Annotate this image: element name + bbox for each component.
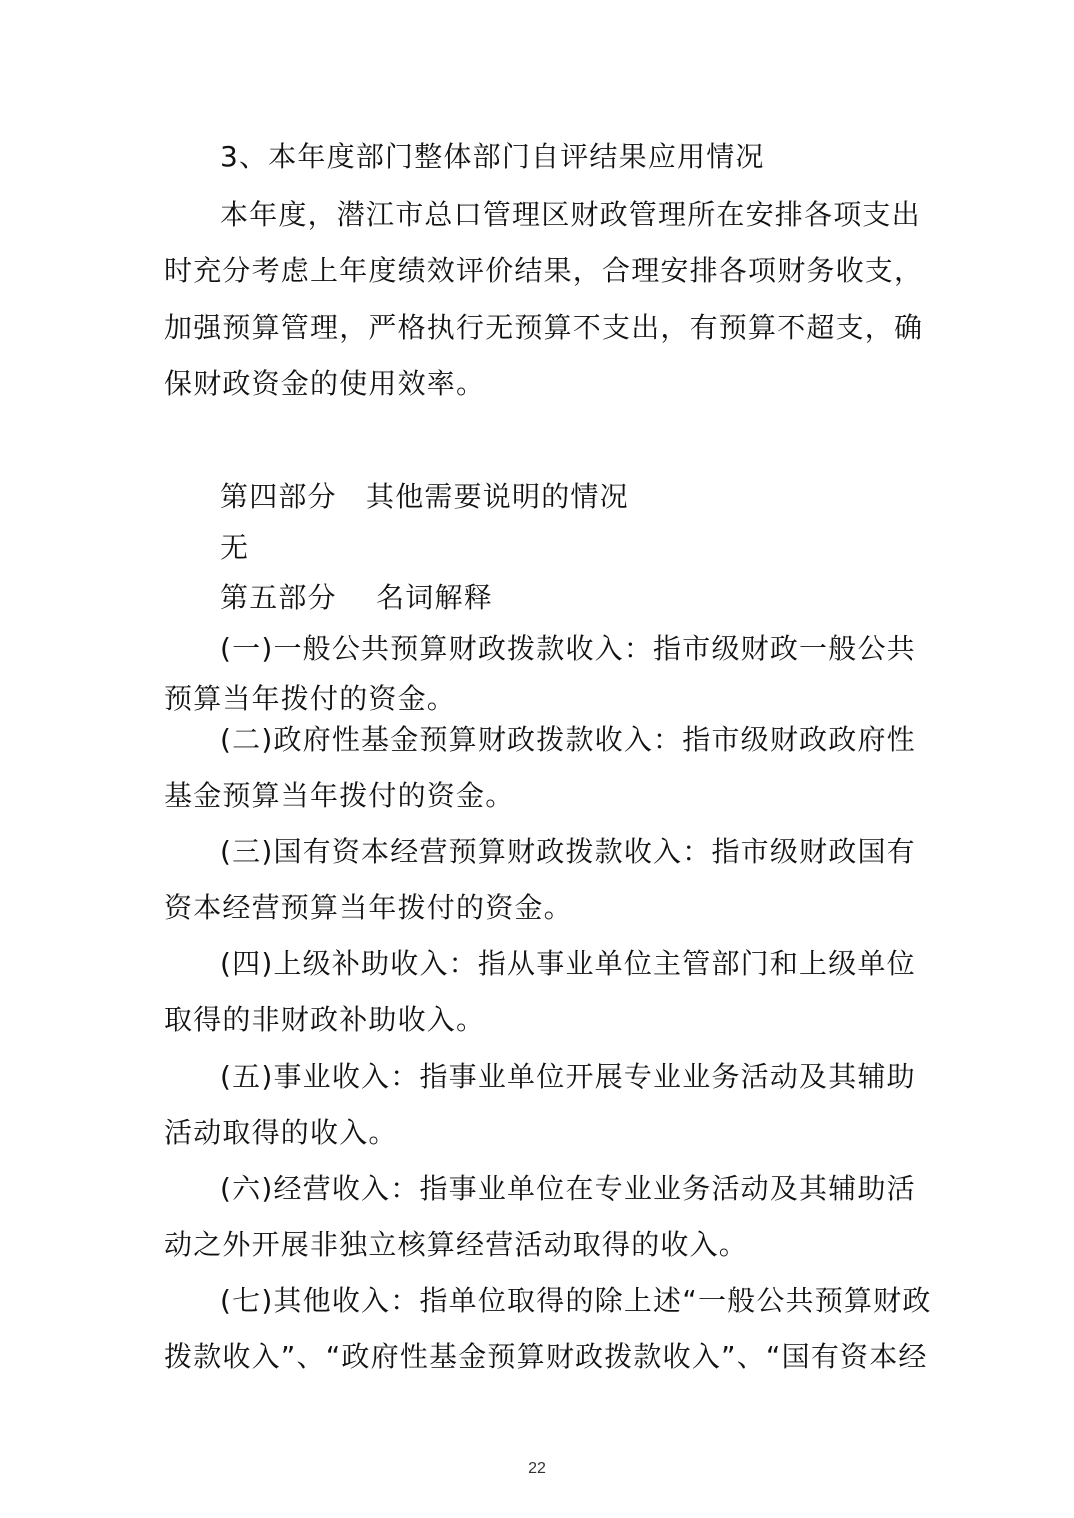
paragraph-line: 无 xyxy=(220,531,250,564)
definition-line: 活动取得的收入。 xyxy=(164,1116,398,1149)
paragraph-line: 本年度，潜江市总口管理区财政管理所在安排各项支出 xyxy=(220,198,921,231)
definition-line: 取得的非财政补助收入。 xyxy=(164,1003,486,1036)
definition-line: (七)其他收入：指单位取得的除上述“一般公共预算财政 xyxy=(220,1284,932,1317)
paragraph-line: 加强预算管理，严格执行无预算不支出，有预算不超支，确 xyxy=(164,311,924,344)
definition-line: (六)经营收入：指事业单位在专业业务活动及其辅助活 xyxy=(220,1172,916,1205)
section-heading: 3、本年度部门整体部门自评结果应用情况 xyxy=(220,140,765,173)
definition-line: (五)事业收入：指事业单位开展专业业务活动及其辅助 xyxy=(220,1060,916,1093)
paragraph-line: 保财政资金的使用效率。 xyxy=(164,367,486,400)
page-number: 22 xyxy=(528,1460,546,1477)
definition-line: (一)一般公共预算财政拨款收入：指市级财政一般公共 xyxy=(220,632,916,665)
definition-line: 资本经营预算当年拨付的资金。 xyxy=(164,891,573,924)
definition-line: (二)政府性基金预算财政拨款收入：指市级财政政府性 xyxy=(220,723,916,756)
part-heading: 第五部分 名词解释 xyxy=(220,581,493,614)
definition-line: (三)国有资本经营预算财政拨款收入：指市级财政国有 xyxy=(220,835,916,868)
definition-line: 拨款收入”、“政府性基金预算财政拨款收入”、“国有资本经 xyxy=(164,1340,928,1373)
paragraph-line: 时充分考虑上年度绩效评价结果，合理安排各项财务收支， xyxy=(164,254,924,287)
definition-line: 动之外开展非独立核算经营活动取得的收入。 xyxy=(164,1228,749,1261)
definition-line: 预算当年拨付的资金。 xyxy=(164,682,457,715)
definition-line: (四)上级补助收入：指从事业单位主管部门和上级单位 xyxy=(220,947,916,980)
part-heading: 第四部分 其他需要说明的情况 xyxy=(220,480,629,513)
definition-line: 基金预算当年拨付的资金。 xyxy=(164,779,515,812)
